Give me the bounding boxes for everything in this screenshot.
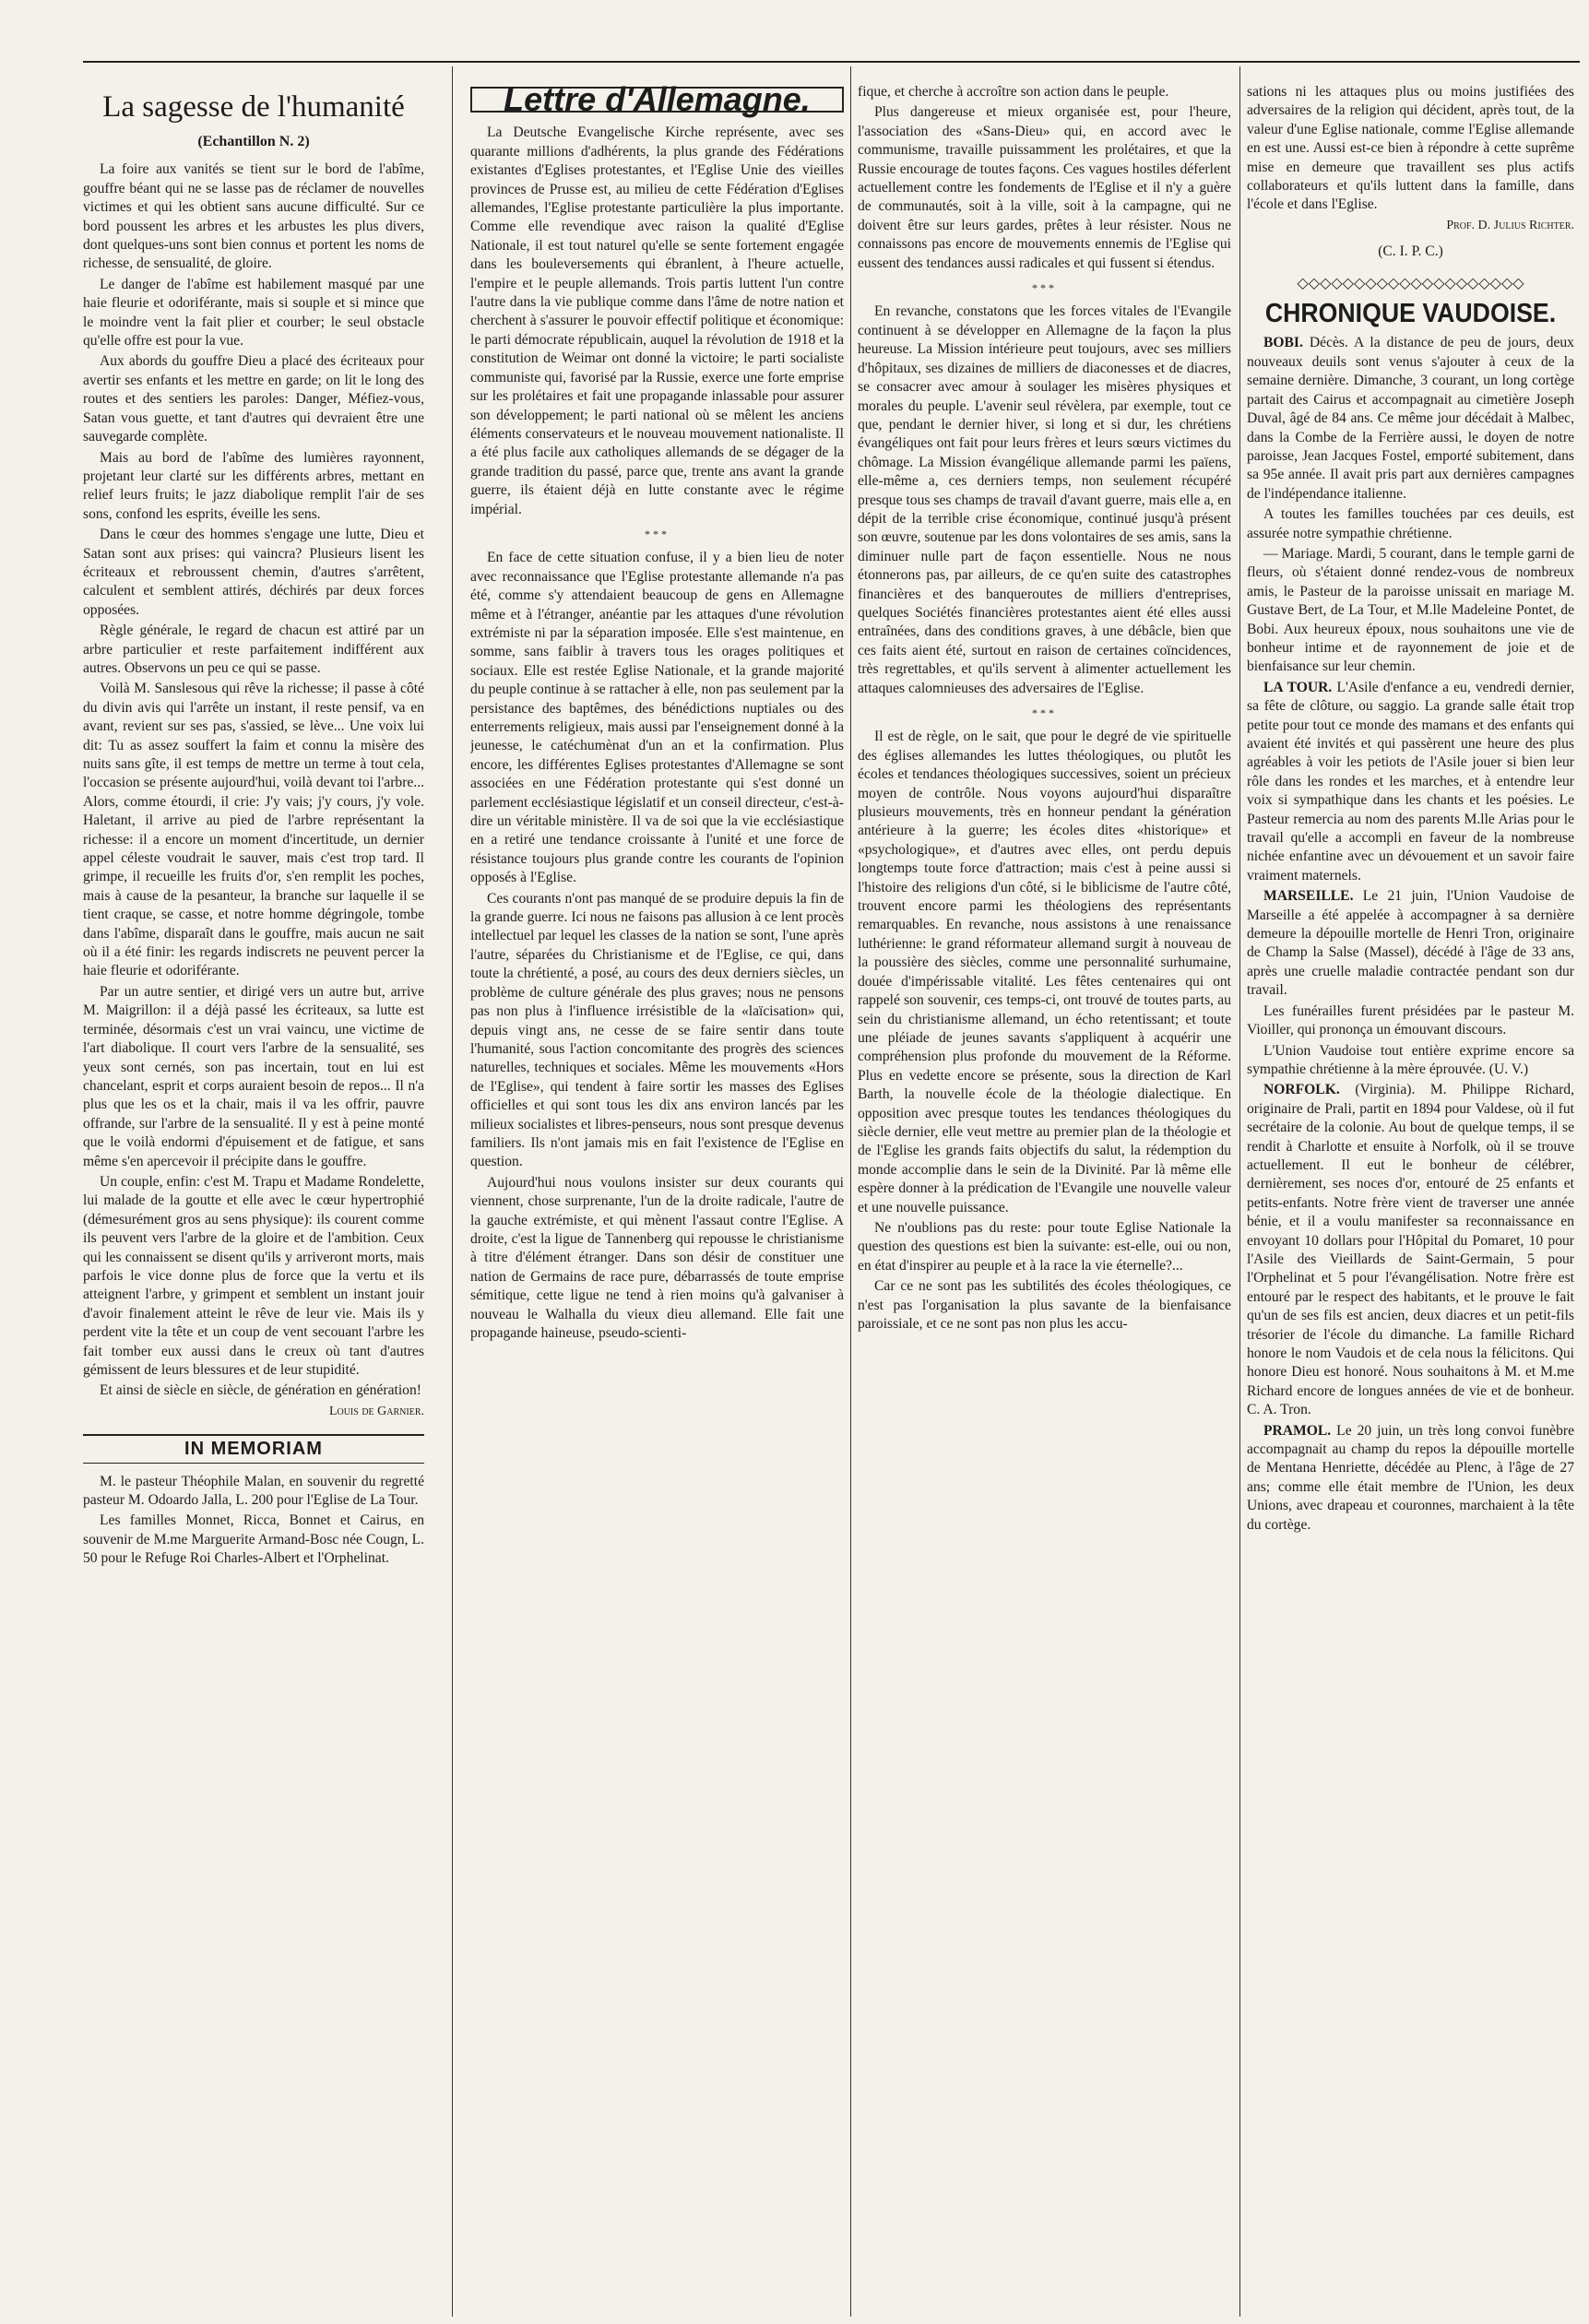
paragraph: Le danger de l'abîme est habilement masqué par une haie fleurie et odoriférante, mais si souple et si mince que le moindre vent la fait plier et courber; le seul obstacle qu'elle offre est pour la vue. (83, 276, 424, 350)
paragraph: Aujourd'hui nous voulons insister sur deux courants qui viennent, chose surprenante, l'un de la droite radicale, l'autre de la gauche extrémiste, et qui mènent l'assaut contre l'Eglise. A droite, c'est la ligue de Tannenberg qui repousse le christianisme à titre d'élément étranger. Dans son désir de constituer une nation de Germains de race pure, débarrassés de toute emprise sémitique, cette ligue ne tend à rien moins qu'à galvaniser à nouveau le Walhalla du vieux dieu allemand. Elle fait une propagande haineuse, pseudo-scienti- (470, 1174, 844, 1341)
chronicle-entry (1247, 1042, 1574, 1080)
paragraph: Ne n'oublions pas du reste: pour toute Eglise Nationale la question des questions est bien la suivante: est-elle, oui ou non, en état d'inspirer au peuple et à la race la vie éternelle?... (858, 1219, 1231, 1274)
ornament-chain: ◇◇◇◇◇◇◇◇◇◇◇◇◇◇◇◇◇◇◇◇ (1297, 275, 1524, 291)
column-4 (1247, 83, 1574, 2315)
column-divider (452, 66, 453, 2317)
paragraph: Et ainsi de siècle en siècle, de génération en génération! (100, 1382, 421, 1399)
column-divider (1239, 66, 1240, 2317)
column-divider (850, 66, 851, 2317)
chronicle-entry (1247, 887, 1574, 1000)
memoriam-entry: Les familles Monnet, Ricca, Bonnet et Cairus, en souvenir de M.me Marguerite Armand-Bosc née Cougn, L. 50 pour le Refuge Roi Charles-Albert et l'Orphelinat. (83, 1512, 424, 1567)
entry-text: Le 20 juin, un très long convoi funèbre accompagnait au champ du repos la dépouille mortelle de Mentana Henriette, décédée au Plenc, à l'âge de 27 ans; comme elle était membre de l'Union, les deux Unions, avec drapeau et couronnes, marchaient à la tête du cortège. (1247, 1422, 1574, 1533)
paragraph: Il est de règle, on le sait, que pour le degré de vie spirituelle des églises allemandes les luttes théologiques, ou plutôt les écoles et tendances théologiques successives, soient un précieux moyen de contrôle. Nous voyons aujourd'hui disparaître plusieurs mouvements, très en honneur pendant la génération antérieure à la guerre; les écoles dites «historique» et «psychologique», et d'autres avec elles, ont perdu depuis longtemps toute force d'attraction; mais c'est à peine aussi si l'histoire des religions d'un côté, si le biblicisme de l'autre côté, trouvent encore parmi les théologiens des représentants remarquables. En revanche, nous assistons à une renaissance luthérienne: le grand réformateur allemand surgit à nouveau de la poussière des siècles, comme une personnalité surhumaine, douée d'impérissable vitalité. Les fêtes centenaires qui ont rappelé son souvenir, ces temps-ci, ont trouvé de toutes parts, au sein du christianisme allemand, un écho retentissant; et toute une pléiade de jeunes savants s'appliquent à acquérir une compréhension plus profonde du mouvement de la Réforme. Plus en vedette encore se présente, sous la direction de Karl Barth, la nouvelle école de la théologie dialectique. En opposition avec presque toutes les tendances théologiques du siècle dernier, elle veut mettre au premier plan de la théologie et de l'Eglise les grands faits objectifs du salut, la rédemption du monde accomplie dans le sein de la Divinité. Par là même elle espère donner à la prédication de l'Evangile une nouvelle valeur et une nouvelle puissance. (858, 729, 1231, 1215)
paragraph: Aux abords du gouffre Dieu a placé des écriteaux pour avertir ses enfants et les mettre en garde; on lit le long des routes et des sentiers les paroles: Danger, Méfiez-vous, Satan vous guette, et tant d'autres qui devraient être une sauvegarde complète. (83, 353, 424, 445)
chronicle-entry (1247, 1081, 1574, 1419)
in-memoriam-box (83, 1434, 424, 1568)
paragraph: Règle générale, le regard de chacun est attiré par un arbre particulier et reste parfaitement indifférent aux autres. Observons un peu ce qui se passe. (83, 622, 424, 676)
entry-text: — Mariage. Mardi, 5 courant, dans le temple garni de fleurs, où s'étaient donné rendez-vous de nombreux amis, le Pasteur de la paroisse unissait en mariage M. Gustave Bert, de La Tour, et M.lle Madeleine Pontet, de Bobi. Aux heureux époux, nous souhaitons une vie de bonheur intime et de rayonnement de joie et de bienfaisance sur leur chemin. (1247, 545, 1574, 675)
chronicle-entry (1247, 545, 1574, 677)
paragraph: Par un autre sentier, et dirigé vers un autre but, arrive M. Maigrillon: il a déjà passé les écriteaux, sa lutte est terminée, désormais c'est un vrai vaincu, une victime de l'art diabolique. Il court vers l'arbre de la sensualité, ses yeux sont cernés, son pas incertain, tout en lui est chancelant, esprit et corps auraient besoin de repos... Il n'a plus que les os et la chair, mais il va les offrir, pauvre offrande, sur l'arbre de la sensualité. Il y est à peine monté que le voilà endormi d'épuisement et de fatigue, et sans même s'en apercevoir il précipite dans le gouffre. (83, 983, 424, 1169)
chronicle-entry (1247, 1002, 1574, 1040)
paragraph: En face de cette situation confuse, il y a bien lieu de noter avec reconnaissance que l'Eglise protestante allemande n'a pas été, comme s'y attendaient beaucoup de gens en Allemagne même et à l'étranger, anéantie par les attaques d'une révolution extrémiste ni par la séparation imposée. Elle s'est maintenue, en somme, sans faiblir à travers tous les orages politiques et sociaux. Elle est restée Eglise Nationale, et la grande majorité du peuple continue à se rattacher à elle, non pas seulement par la persistance des baptêmes, des bénédictions nuptiales ou des enterrements religieux, mais aussi par l'enseignement donné à la jeunesse, le catéchumènat d'un an et la confirmation. Plus encore, les différentes Eglises protestantes d'Allemagne se sont associées en une Fédération protestante qui s'est donné un parlement ecclésiastique législatif et un conseil directeur, c'est-à-dire un véritable ministère. Il va de soi que la vie ecclésiastique en a retiré une tendance croissante à l'unité et une force de résistance toujours plus grande contre les courants de l'opinion opposés à l'Eglise. (470, 550, 844, 886)
place-name: NORFOLK. (1263, 1082, 1340, 1098)
article-title: Lettre d'Allemagne. (470, 87, 844, 113)
chronicle-entry (1247, 679, 1574, 885)
entry-text: Les funérailles furent présidées par le pasteur M. Vioiller, qui prononça un émouvant discours. (1247, 1002, 1574, 1038)
paragraph: Plus dangereuse et mieux organisée est, pour l'heure, l'association des «Sans-Dieu» qui, en accord avec le communisme, travaille puissamment les prolétaires, et que la Russie encourage de toutes façons. Ces vagues hostiles déferlent actuellement contre les fondements de l'Eglise et il n'y a guère de communautés, soit à la ville, soit à la campagne, qui ne doivent être sur leurs gardes, prêtes à leur résister. Nous ne connaissons pas encore de mouvements ennemis de l'Eglise qui eussent des tendances aussi radicales et qui fussent si étendus. (858, 104, 1231, 271)
paragraph: Dans le cœur des hommes s'engage une lutte, Dieu et Satan sont aux prises: qui vaincra? Plusieurs lisent les écriteaux et rebroussent chemin, d'autres s'arrêtent, calculent et semblent attirés, déchirés par deux forces opposées. (83, 527, 424, 618)
chronicle-entry (1247, 334, 1574, 504)
signature: Louis de Garnier. (328, 1404, 424, 1418)
section-separator: *** (1032, 281, 1057, 295)
paragraph: Un couple, enfin: c'est M. Trapu et Madame Rondelette, lui malade de la goutte et elle avec le cœur hypertrophié (démesurément gros au sens physique): ils courent comme ils peuvent vers l'arbre de la gloire et de l'ambition. Ceux qui les connaissent se disent qu'ils y arriveront morts, mais parfois le vice donne plus de force que la vertu et ils atteignent l'arbre, y grimpent et semblent un instant jouir d'avoir finalement atteint le rêve de leur vie. Mais ils y perdent vite la tête et un coup de vent secouant l'arbre les fait tomber eux aussi dans le creux où tant d'autres gémissent de leurs blessures et de leur stupidité. (83, 1173, 424, 1378)
paragraph: sations ni les attaques plus ou moins justifiées des adversaires de la religion qui décident, après tout, de la valeur d'une Eglise nationale, comme l'Eglise allemande en est une. Aussi est-ce bien à répondre à cette suprême mise en demeure que travaillent ses plus actifs collaborateurs et qu'ils luttent dans la famille, dans l'école et dans l'Eglise. (1247, 84, 1574, 213)
entry-text: A toutes les familles touchées par ces deuils, est assurée notre sympathie chrétienne. (1247, 506, 1574, 541)
article-title: La sagesse de l'humanité (102, 90, 405, 124)
entry-text: (Virginia). M. Philippe Richard, originaire de Prali, partit en 1894 pour Valdese, où il fut secrétaire de la colonie. Au bout de quelque temps, il se rendit à Charlotte et ensuite à Norfolk, où il se trouve actuellement. Il eut le bonheur de célébrer, dernièrement, ses noces d'or, entouré de 25 enfants et petits-enfants. Notre frère vient de traverser une année bénie, et il a voulu manifester sa reconnaissance en envoyant 10 dollars pour l'Hôpital du Pomaret, 10 pour l'Asile des Vieillards de Saint-Germain, 5 pour l'Orphelinat et 5 pour l'évangélisation. Notre frère est entouré par le respect des habitants, et le prouve le fait qu'un de ses fils est ancien, deux diacres et un petit-fils trésorier de l'école du dimanche. La famille Richard honore le nom Vaudois et de cela nous la félicitons. Qui honore Dieu est honoré. Nous souhaitons à M. et M.me Richard encore de longues années de vie et de bonheur. C. A. Tron. (1247, 1082, 1574, 1418)
entry-text: L'Union Vaudoise tout entière exprime encore sa sympathie chrétienne à la mère éprouvée. (U. V.) (1247, 1042, 1574, 1077)
chronicle-entry (1247, 1422, 1574, 1535)
memoriam-entry: M. le pasteur Théophile Malan, en souvenir du regretté pasteur M. Odoardo Jalla, L. 200 pour l'Eglise de La Tour. (83, 1473, 424, 1509)
source: (C. I. P. C.) (1378, 243, 1443, 260)
column-1 (83, 83, 424, 2315)
paragraph: Voilà M. Sanslesous qui rêve la richesse; il passe à côté du divin avis qui l'arrête un instant, il reste pensif, va en avant, revient sur ses pas, s'assied, se lève... Une voix lui dit: Tu as assez souffert la faim et connu la misère des nuits sans gîte, il est temps de mettre un terme à tout cela, l'occasion se présente aujourd'hui, voilà devant toi l'arbre... Alors, comme étourdi, il crie: J'y vais; j'y cours, j'y vole. Haletant, il arrive au pied de l'arbre représentant la richesse: il a encore un moment d'incertitude, un dernier appel céleste voudrait le sauver, mais c'est trop tard. Il grimpe, il recueille les fruits d'or, s'en remplit les poches, mais à cause de la pesanteur, la branche sur laquelle il se tient craque, se casse, et notre homme dégringole, tombe dans l'abîme, disparaît dans le gouffre, mais aucun ne sait où il a été finir: les regards indiscrets ne peuvent percer la haie fleurie et odoriférante. (83, 681, 424, 979)
entry-text: L'Asile d'enfance a eu, vendredi dernier, sa fête de clôture, ou saggio. La grande salle était trop petite pour tout ce monde des mamans et des enfants qui avaient été invités et qui passèrent une heure des plus agréables à voir les petiots de l'Asile jouer si bien leur rôle dans les rondes et les marches, et à entendre leur voix si sympathique dans les chants et les poésies. Le Pasteur remercia au nom des parents M.lle Arias pour le travail qu'elle a accompli en faveur de la nombreuse nichée enfantine avec un dévouement et un savoir faire vraiment maternels. (1247, 679, 1574, 883)
paragraph: La foire aux vanités se tient sur le bord de l'abîme, gouffre béant qui ne se lasse pas de réclamer de nouvelles victimes et qui les obtient sans aucune difficulté. Sur ce bord poussent les arbres et les arbustes les plus divers, dont quelques-uns sont bien connus et portent les noms de richesse, de sensualité, de gloire. (83, 161, 424, 272)
newspaper-page (83, 0, 1589, 2324)
chronicle-entry (1247, 505, 1574, 543)
in-memoriam-title: IN MEMORIAM (83, 1434, 424, 1463)
paragraph: fique, et cherche à accroître son action dans le peuple. (858, 84, 1169, 100)
column-3 (858, 83, 1231, 2315)
place-name: MARSEILLE. (1263, 888, 1354, 905)
place-name: BOBI. (1263, 335, 1303, 351)
section-separator: *** (1032, 706, 1057, 719)
section-title: CHRONIQUE VAUDOISE. (1264, 299, 1557, 329)
place-name: PRAMOL. (1263, 1422, 1332, 1439)
signature: Prof. D. Julius Richter. (1446, 218, 1574, 232)
entry-text: Décès. A la distance de peu de jours, deux nouveaux deuils sont venus s'ajouter à ceux de la semaine dernière. Dimanche, 3 courant, un long cortège partait des Cairus et accompagnait au cimetière Joseph Duval, âgé de 84 ans. Ce même jour décédait à Malbec, dans la Combe de la Ferrière aussi, le doyen de notre paroisse, Jean Jacques Fostel, emporté subitement, dans sa 95e année. Il avait pris part aux dernières campagnes de l'indépendance italienne. (1247, 335, 1574, 502)
paragraph: En revanche, constatons que les forces vitales de l'Evangile continuent à se développer en Allemagne de la façon la plus heureuse. La Mission intérieure peut toujours, avec ses milliers d'hôpitaux, ses dizaines de milliers de diaconesses et de diacres, se consacrer avec amour à soulager les misères physiques et morales du peuple. L'avenir seul révèlera, par exemple, tout ce que, pendant le dernier hiver, si long et si dur, les chrétiens évangéliques ont fait pour leurs frères et leurs sœurs victimes du chômage. La Mission évangélique allemande parmi les païens, elle-même a, ces derniers temps, non seulement récupéré presque tous ses champs de travail d'avant guerre, mais elle a, en dépit de la terrible crise économique, continué jusqu'à présent son œuvre, soutenue par les dons volontaires de ses amis, sans la diminuer nulle part de façon essentielle. Nous ne nous étonnerons pas, par ailleurs, de ce qu'en suite des catastrophes financières et des banqueroutes de milliers d'entreprises, quelques Sociétés financières protestantes aient été elles aussi entraînées, dans des conditions graves, à une débâcle, bien que ces faits aient été, surtout en raison de certaines coïncidences, très regrettables, et qu'ils servent à alimenter actuellement les attaques calomnieuses des adversaires de l'Eglise. (858, 303, 1231, 696)
paragraph: Car ce ne sont pas les subtilités des écoles théologiques, ce n'est pas l'organisation la plus savante de la bienfaisance paroissiale, et ce ne sont pas non plus les accu- (858, 1278, 1231, 1332)
section-separator: *** (645, 527, 670, 540)
column-2 (470, 83, 844, 2315)
paragraph: Ces courants n'ont pas manqué de se produire depuis la fin de la grande guerre. Ici nous ne faisons pas allusion à ce lent procès intellectuel par lequel les classes de la nation se sont, l'une après l'autre, séparées du Christianisme et de l'Eglise, ce qui, dans toute la chrétienté, a posé, au cours des deux derniers siècles, un problème de culture générale des plus graves; nous ne pensons pas non plus à l'influence irrésistible de la «laïcisation» qui, depuis vingt ans, ne cesse de se faire sentir dans toute l'humanité, sous l'action concomitante des progrès des sciences naturelles, techniques et sociales. Même les mouvements «Hors de l'Eglise», qui tendent à faire sortir les masses des Eglises officielles et qui sont tous les dix ans environ lancés par les milieux socialistes et libres-penseurs, nous sont presque devenus familiers. Ils n'ont jamais mis en fait l'existence de l'Eglise en question. (470, 890, 844, 1170)
paragraph: Mais au bord de l'abîme des lumières rayonnent, projetant leur clarté sur les différents arbres, mettant en relief leurs fruits; le jazz diabolique remplit l'air de ses sons, confond les esprits, éveille les sens. (83, 449, 424, 522)
entry-text: Le 21 juin, l'Union Vaudoise de Marseille a été appelée à accompagner à sa dernière demeure la dépouille mortelle de Henri Tron, originaire de Champ la Salse (Massel), décédé à l'âge de 33 ans, après une cruelle maladie contractée pendant son dur travail. (1247, 888, 1574, 999)
paragraph: La Deutsche Evangelische Kirche représente, avec ses quarante millions d'adhérents, la plus grande des Fédérations existantes d'Eglises protestantes, et l'Eglise Unie des vieilles provinces de Prusse est, au milieu de cette Fédération d'Eglises allemandes, l'Eglise protestante particulière la plus importante. Comme elle revendique avec raison la qualité d'Eglise Nationale, il est tout naturel qu'elle se sente fortement engagée dans les bouleversements qui ébranlent, à l'heure actuelle, l'empire et le peuple allemands. Trois partis luttent l'un contre l'autre dans la vie publique comme dans l'âme de notre nation et cherchent à s'assurer le pouvoir effectif politique et économique: le parti démocrate républicain, auquel la révolution de 1918 et la constitution de Weimar ont donné la victoire; le parti socialiste communiste qui, favorisé par la Russie, exerce une forte emprise sur les prolétaires et fait une propagande inlassable pour assurer son développement; le parti national où se mêlent les anciens éléments conservateurs et le nouveau mouvement nationaliste. Il a été plus facile aux catholiques allemands de se dégager de la grande tradition du passé, parce que, trente ans avant la grande guerre, ils étaient déjà en lutte constante avec le régime impérial. (470, 125, 844, 517)
top-rule (83, 61, 1580, 63)
place-name: LA TOUR. (1263, 679, 1333, 695)
article-subtitle: (Echantillon N. 2) (197, 134, 310, 149)
